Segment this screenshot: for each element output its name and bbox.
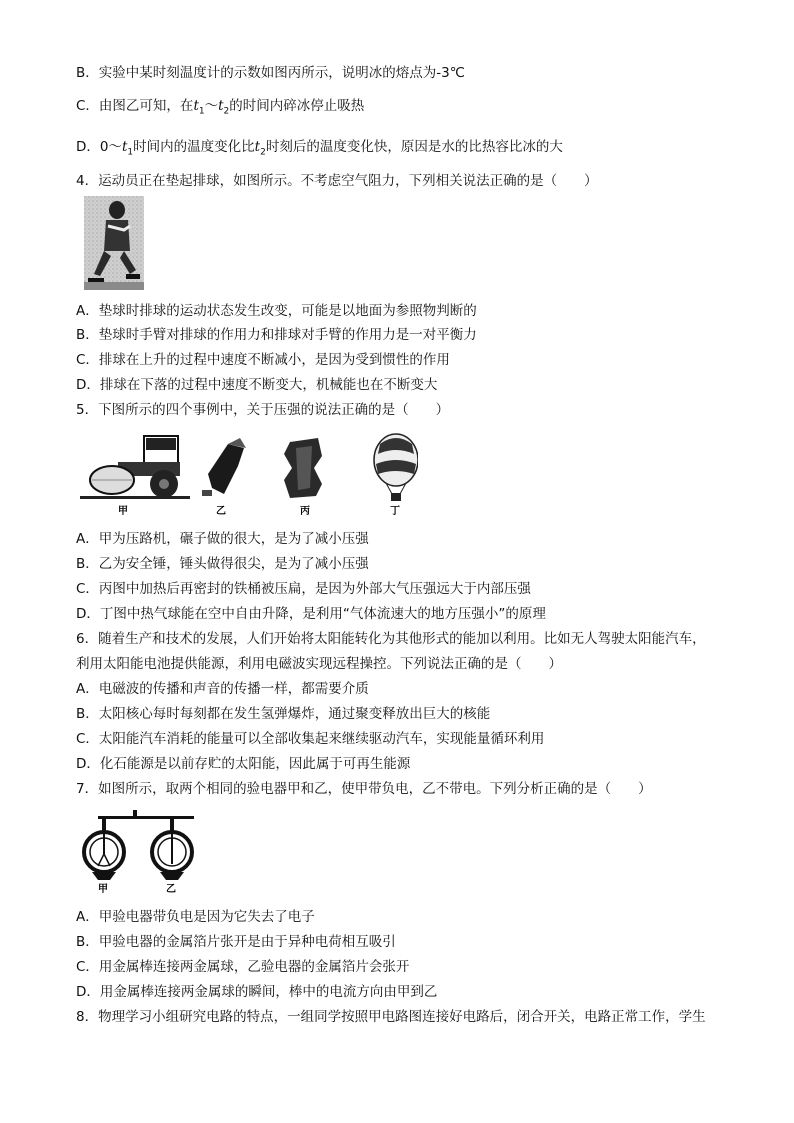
q3-option-b: B．实验中某时刻温度计的示数如图丙所示，说明冰的熔点为-3℃ <box>76 65 465 81</box>
q3-d-text: 时间内的温度变化比 <box>133 139 255 155</box>
electroscope-yi-icon <box>152 818 192 880</box>
q4-stem: 4．运动员正在垫起排球，如图所示。不考虑空气阻力，下列相关说法正确的是（ ） <box>76 173 598 189</box>
q6-stem-line1: 6．随着生产和技术的发展，人们开始将太阳能转化为其他形式的能加以利用。比如无人驾驶太阳能汽车， <box>76 631 706 647</box>
q3-c-text: 的时间内碎冰停止吸热 <box>229 98 365 114</box>
figure-label-bing: 丙 <box>300 506 310 517</box>
q3-c-sub: 2 <box>223 106 230 117</box>
figure-label-ding: 丁 <box>390 506 400 517</box>
q3-c-tilde: ～ <box>204 98 219 114</box>
q3-d-text: 时刻后的温度变化快，原因是水的比热容比冰的大 <box>265 139 563 155</box>
q6-stem-line2: 利用太阳能电池提供能源，利用电磁波实现远程操控。下列说法正确的是（ ） <box>76 656 562 672</box>
q3-option-d <box>76 138 563 162</box>
q5-option-b: B．乙为安全锤，锤头做得很尖，是为了减小压强 <box>76 556 369 572</box>
figure-label-yi: 乙 <box>216 506 226 517</box>
q3-d-text: D．0～ <box>76 139 122 155</box>
q3-c-symbol: t <box>218 98 224 114</box>
q3-d-symbol: t <box>254 139 261 155</box>
q6-option-d: D．化石能源是以前存贮的太阳能，因此属于可再生能源 <box>76 756 411 772</box>
figure-label-yi: 乙 <box>166 884 176 895</box>
q5-stem: 5．下图所示的四个事例中，关于压强的说法正确的是（ ） <box>76 402 450 418</box>
q7-option-b: B．甲验电器的金属箔片张开是由于异种电荷相互吸引 <box>76 934 396 950</box>
q6-option-a: A．电磁波的传播和声音的传播一样，都需要介质 <box>76 681 369 697</box>
q7-option-c: C．用金属棒连接两金属球，乙验电器的金属箔片会张开 <box>76 959 410 975</box>
figure-label-jia: 甲 <box>98 884 108 895</box>
pressure-examples-figure <box>78 428 418 518</box>
safety-hammer-icon <box>202 438 246 496</box>
road-roller-icon <box>80 436 190 499</box>
q6-option-c: C．太阳能汽车消耗的能量可以全部收集起来继续驱动汽车，实现能量循环利用 <box>76 731 545 747</box>
q3-c-sub: 1 <box>198 106 205 117</box>
q4-option-b: B．垫球时手臂对排球的作用力和排球对手臂的作用力是一对平衡力 <box>76 327 477 343</box>
figure-label-jia: 甲 <box>118 506 128 517</box>
q5-option-a: A．甲为压路机，碾子做的很大，是为了减小压强 <box>76 531 369 547</box>
q3-d-sub: 2 <box>260 147 266 158</box>
q8-stem: 8．物理学习小组研究电路的特点，一组同学按照甲电路图连接好电路后，闭合开关，电路正常工作，学生 <box>76 1009 706 1025</box>
q3-c-symbol: t <box>193 98 199 114</box>
q4-option-c: C．排球在上升的过程中速度不断减小，是因为受到惯性的作用 <box>76 352 450 368</box>
electroscope-jia-icon <box>84 818 124 880</box>
q3-option-c <box>76 97 364 121</box>
q7-stem: 7．如图所示，取两个相同的验电器甲和乙，使甲带负电，乙不带电。下列分析正确的是（ ） <box>76 781 652 797</box>
crushed-barrel-icon <box>284 438 322 498</box>
q5-option-d: D．丁图中热气球能在空中自由升降，是利用“气体流速大的地方压强小”的原理 <box>76 606 546 622</box>
hot-air-balloon-icon <box>374 434 418 501</box>
q4-option-d: D．排球在下落的过程中速度不断变大，机械能也在不断变大 <box>76 377 438 393</box>
q7-option-a: A．甲验电器带负电是因为它失去了电子 <box>76 909 315 925</box>
q3-d-sub: 1 <box>127 147 134 158</box>
q6-option-b: B．太阳核心每时每刻都在发生氢弹爆炸，通过聚变释放出巨大的核能 <box>76 706 491 722</box>
q5-option-c: C．丙图中加热后再密封的铁桶被压扁，是因为外部大气压强远大于内部压强 <box>76 581 531 597</box>
q4-option-a: A．垫球时排球的运动状态发生改变，可能是以地面为参照物判断的 <box>76 303 477 319</box>
volleyball-player-photo <box>84 196 144 290</box>
electroscope-figure <box>80 808 212 896</box>
q3-d-symbol: t <box>121 139 128 155</box>
q3-c-text: C．由图乙可知，在 <box>76 98 194 114</box>
q7-option-d: D．用金属棒连接两金属球的瞬间，棒中的电流方向由甲到乙 <box>76 984 438 1000</box>
